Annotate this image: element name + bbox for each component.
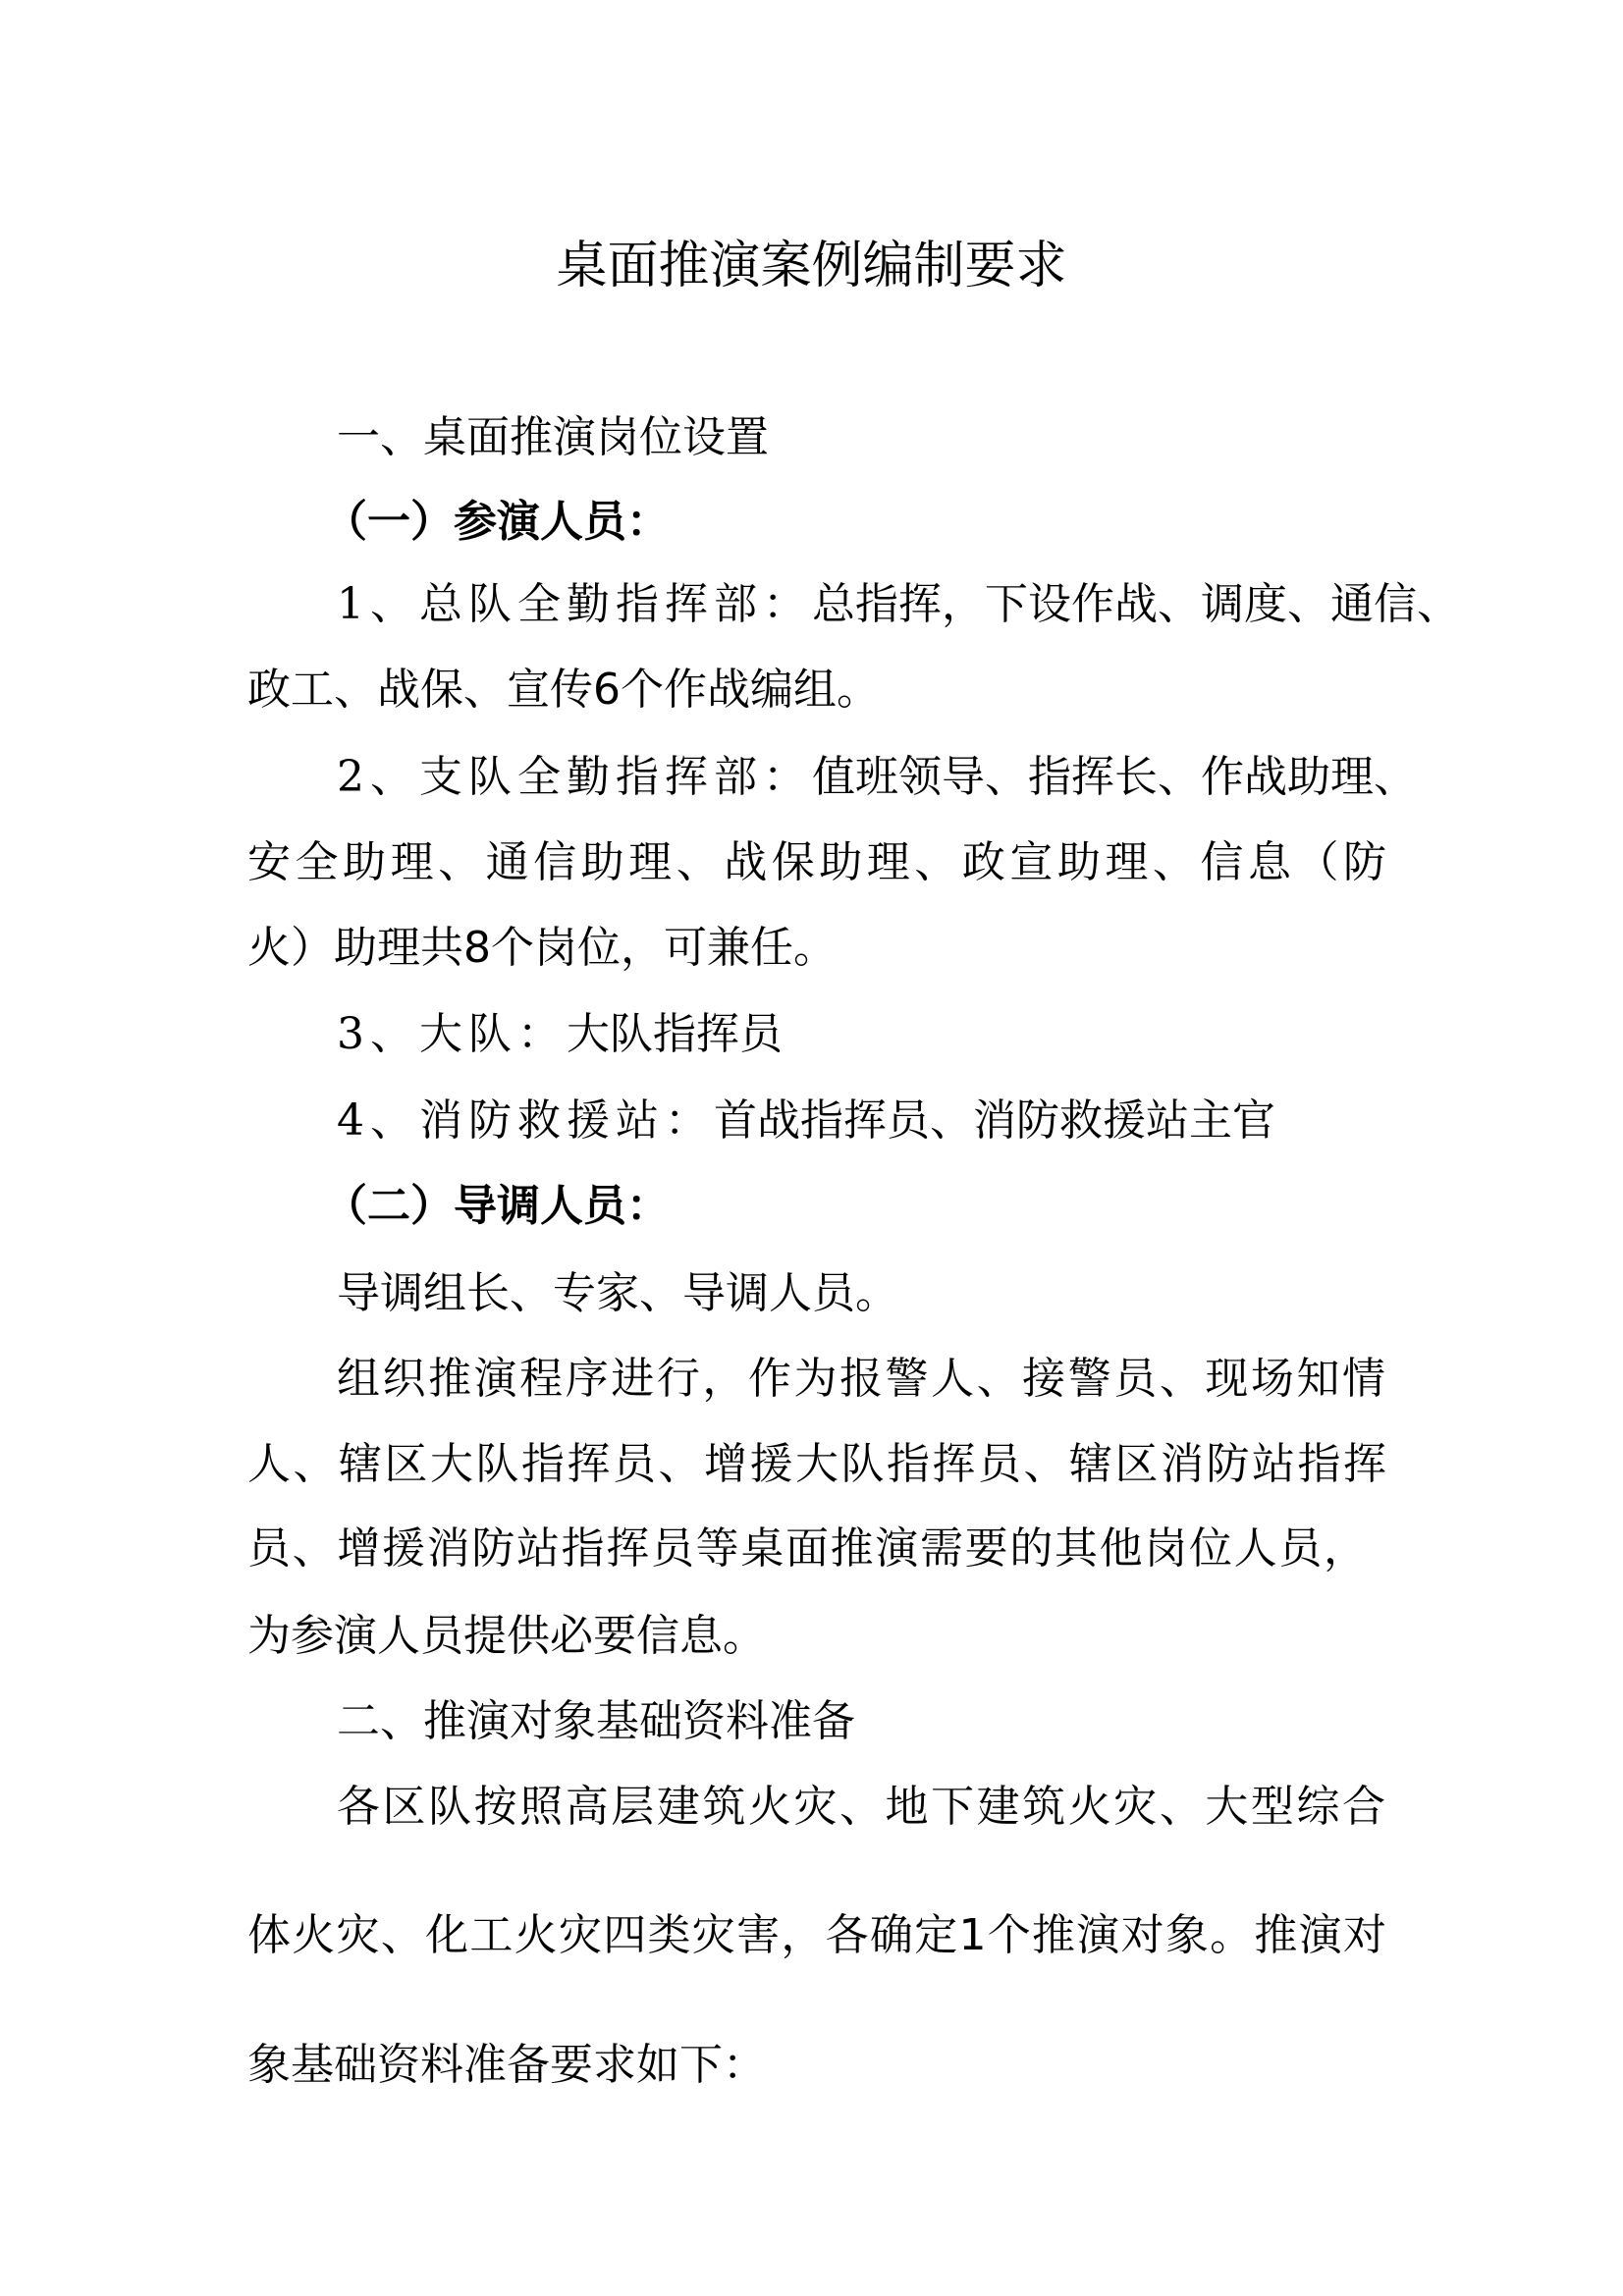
item-label: 3、大队：: [337, 1009, 567, 1059]
document-title: 桌面推演案例编制要求: [556, 237, 1067, 295]
paragraph-line: 体火灾、化工火灾四类灾害，各确定1个推演对象。推演对: [247, 1910, 1386, 1960]
paragraph-line: 组织推演程序进行，作为报警人、接警员、现场知情: [337, 1354, 1385, 1404]
paragraph-line: 导调组长、专家、导调人员。: [337, 1268, 898, 1318]
paragraph-line: [337, 748, 1417, 807]
item-label: 2、支队全勤指挥部：: [337, 752, 812, 802]
section-heading: 二、推演对象基础资料准备: [337, 1696, 855, 1746]
paragraph-line: [337, 1092, 1391, 1150]
paragraph-line: 安全助理、通信助理、战保助理、政宣助理、信息（防: [247, 837, 1386, 887]
paragraph-line: 象基础资料准备要求如下：: [247, 2040, 766, 2090]
item-text: 值班领导、指挥长、作战助理、: [812, 752, 1417, 802]
subsection-heading: （一）参演人员：: [324, 497, 670, 547]
item-label: 1、总队全勤指挥部：: [337, 579, 812, 629]
paragraph-line: [337, 1005, 1391, 1064]
paragraph-line: 员、增援消防站指挥员等桌面推演需要的其他岗位人员，: [247, 1523, 1367, 1574]
item-text: 总指挥，下设作战、调度、通信、: [812, 579, 1460, 629]
paragraph-line: 为参演人员提供必要信息。: [247, 1611, 766, 1661]
section-heading: 一、桌面推演岗位设置: [337, 412, 769, 462]
item-text: 首战指挥员、消防救援站主官: [714, 1095, 1275, 1146]
paragraph-line: 各区队按照高层建筑火灾、地下建筑火灾、大型综合: [337, 1782, 1385, 1832]
paragraph-line: 人、辖区大队指挥员、增援大队指挥员、辖区消防站指挥: [247, 1439, 1386, 1489]
subsection-heading: （二）导调人员：: [324, 1181, 670, 1231]
paragraph-line: [337, 575, 1460, 634]
item-label: 4、消防救援站：: [337, 1095, 714, 1146]
paragraph-line: 政工、战保、宣传6个作战编组。: [247, 665, 880, 715]
paragraph-line: 火）助理共8个岗位，可兼任。: [247, 923, 837, 973]
item-text: 大队指挥员: [567, 1009, 783, 1059]
